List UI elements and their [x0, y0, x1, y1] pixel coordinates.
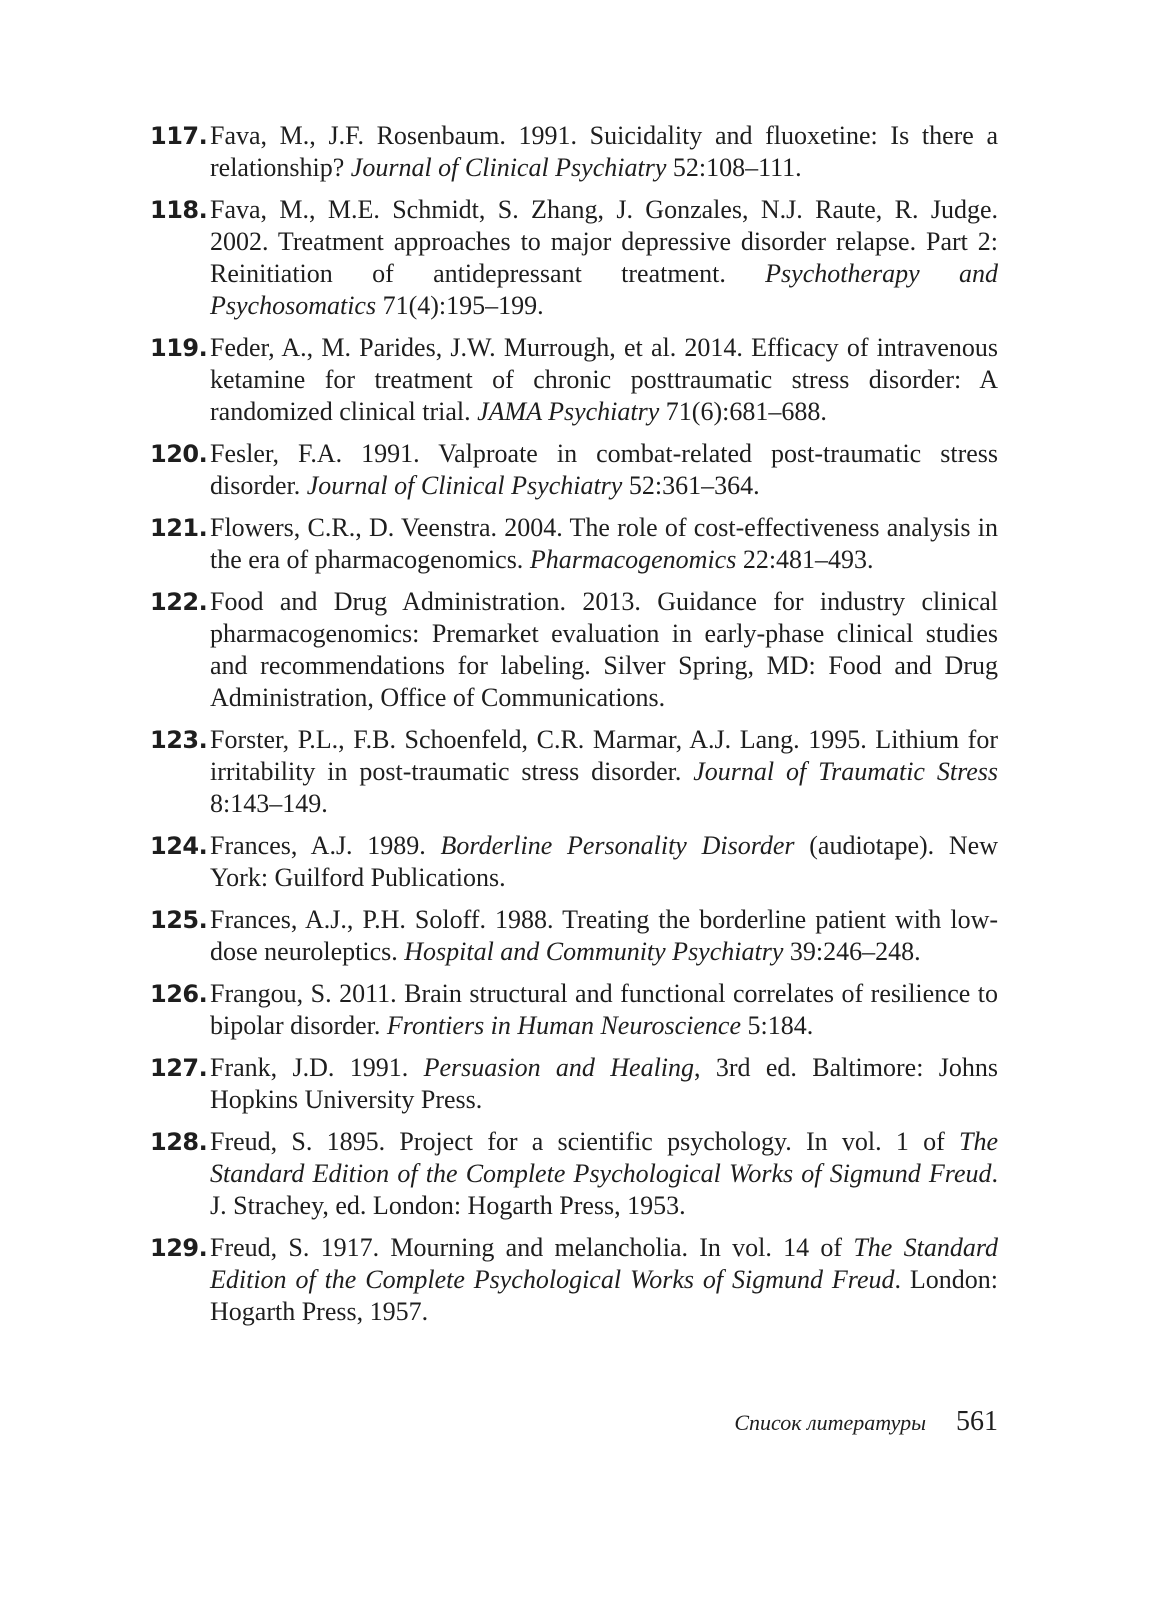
reference-list — [150, 120, 998, 1338]
reference-source-title: The Standard Edition of the Complete Psychological Works of Sigmund Freud — [210, 1127, 998, 1188]
reference-item — [150, 978, 998, 1042]
reference-text-part: 71(6):681–688. — [659, 397, 827, 426]
reference-source-title: JAMA Psychiatry — [477, 397, 660, 426]
reference-text-part: 5:184. — [741, 1011, 814, 1040]
reference-text-part: Fava, M., M.E. Schmidt, S. Zhang, J. Gonzales, N.J. Raute, R. Judge. 2002. Treatment approaches to major depressive disorder relapse. Part 2: Reinitiation of antidepressant treatment. — [210, 195, 998, 288]
reference-number: 117. — [150, 122, 208, 150]
reference-text-part: Fava, M., J.F. Rosenbaum. 1991. Suicidality and fluoxetine: Is there a relationship? — [210, 121, 998, 182]
reference-text-part: Freud, S. 1895. Project for a scientific psychology. In vol. 1 of — [210, 1127, 959, 1156]
reference-item — [150, 1232, 998, 1328]
reference-source-title: Journal of Clinical Psychiatry — [306, 471, 623, 500]
reference-item — [150, 332, 998, 428]
reference-text-part: 22:481–493. — [736, 545, 874, 574]
reference-text-part: , 3rd ed. Baltimore: Johns Hopkins University Press. — [210, 1053, 998, 1114]
reference-text-part: Frances, A.J., P.H. Soloff. 1988. Treating the borderline patient with low-dose neuroleptics. — [210, 905, 998, 966]
page-footer — [640, 1406, 998, 1438]
reference-number: 126. — [150, 980, 208, 1008]
reference-number: 123. — [150, 726, 208, 754]
reference-number: 129. — [150, 1234, 208, 1262]
reference-number: 128. — [150, 1128, 208, 1156]
reference-number: 127. — [150, 1054, 208, 1082]
reference-source-title: The Standard Edition of the Complete Psychological Works of Sigmund Freud — [210, 1233, 998, 1294]
reference-source-title: Psychotherapy and Psychosomatics — [210, 259, 998, 320]
reference-number: 121. — [150, 514, 208, 542]
reference-source-title: Journal of Clinical Psychiatry — [350, 153, 667, 182]
page-number: 561 — [956, 1406, 998, 1437]
reference-item — [150, 194, 998, 322]
reference-source-title: Journal of Traumatic Stress — [693, 757, 998, 786]
reference-number: 120. — [150, 440, 208, 468]
reference-item — [150, 830, 998, 894]
reference-number: 118. — [150, 196, 208, 224]
reference-text-part: Freud, S. 1917. Mourning and melancholia. In vol. 14 of — [210, 1233, 854, 1262]
reference-item — [150, 724, 998, 820]
reference-source-title: Borderline Personality Disorder — [440, 831, 795, 860]
reference-source-title: Persuasion and Healing — [423, 1053, 695, 1082]
reference-text-part: . J. Strachey, ed. London: Hogarth Press, 1953. — [210, 1159, 998, 1220]
reference-number: 124. — [150, 832, 208, 860]
reference-text-part: Forster, P.L., F.B. Schoenfeld, C.R. Marmar, A.J. Lang. 1995. Lithium for irritability in post-traumatic stress disorder. — [210, 725, 998, 786]
reference-text-part: 71(4):195–199. — [376, 291, 544, 320]
running-footer-section-title: Список литературы — [734, 1410, 926, 1435]
reference-text-part: (audiotape). New York: Guilford Publications. — [210, 831, 998, 892]
reference-source-title: Frontiers in Human Neuroscience — [386, 1011, 741, 1040]
reference-item — [150, 438, 998, 502]
reference-number: 122. — [150, 588, 208, 616]
reference-text-part: 52:108–111. — [666, 153, 802, 182]
reference-text-part: 52:361–364. — [622, 471, 760, 500]
reference-text-part: 8:143–149. — [210, 789, 328, 818]
reference-text-part: Frances, A.J. 1989. — [210, 831, 441, 860]
reference-item — [150, 586, 998, 714]
reference-text-part: . London: Hogarth Press, 1957. — [210, 1265, 999, 1326]
reference-source-title: Hospital and Community Psychiatry — [404, 937, 784, 966]
reference-text-part: Fesler, F.A. 1991. Valproate in combat-related post-traumatic stress disorder. — [210, 439, 998, 500]
reference-item — [150, 512, 998, 576]
reference-item — [150, 904, 998, 968]
reference-text-part: Food and Drug Administration. 2013. Guidance for industry clinical pharmacogenomics: Premarket evaluation in early-phase clinical studies and recommendations for labeling. Silver Spring, MD: Food and Drug Administration, Office of Communications. — [210, 587, 998, 712]
reference-item — [150, 1052, 998, 1116]
reference-text-part: Frangou, S. 2011. Brain structural and functional correlates of resilience to bipolar disorder. — [210, 979, 998, 1040]
reference-text-part: Flowers, C.R., D. Veenstra. 2004. The role of cost-effectiveness analysis in the era of pharmacogenomics. — [210, 513, 998, 574]
reference-number: 119. — [150, 334, 208, 362]
reference-text-part: 39:246–248. — [783, 937, 921, 966]
reference-text-part: Frank, J.D. 1991. — [210, 1053, 424, 1082]
reference-item — [150, 1126, 998, 1222]
reference-number: 125. — [150, 906, 208, 934]
reference-source-title: Pharmacogenomics — [529, 545, 737, 574]
reference-item — [150, 120, 998, 184]
reference-text-part: Feder, A., M. Parides, J.W. Murrough, et al. 2014. Efficacy of intravenous ketamine for treatment of chronic posttraumatic stress disorder: A randomized clinical trial. — [210, 333, 998, 426]
